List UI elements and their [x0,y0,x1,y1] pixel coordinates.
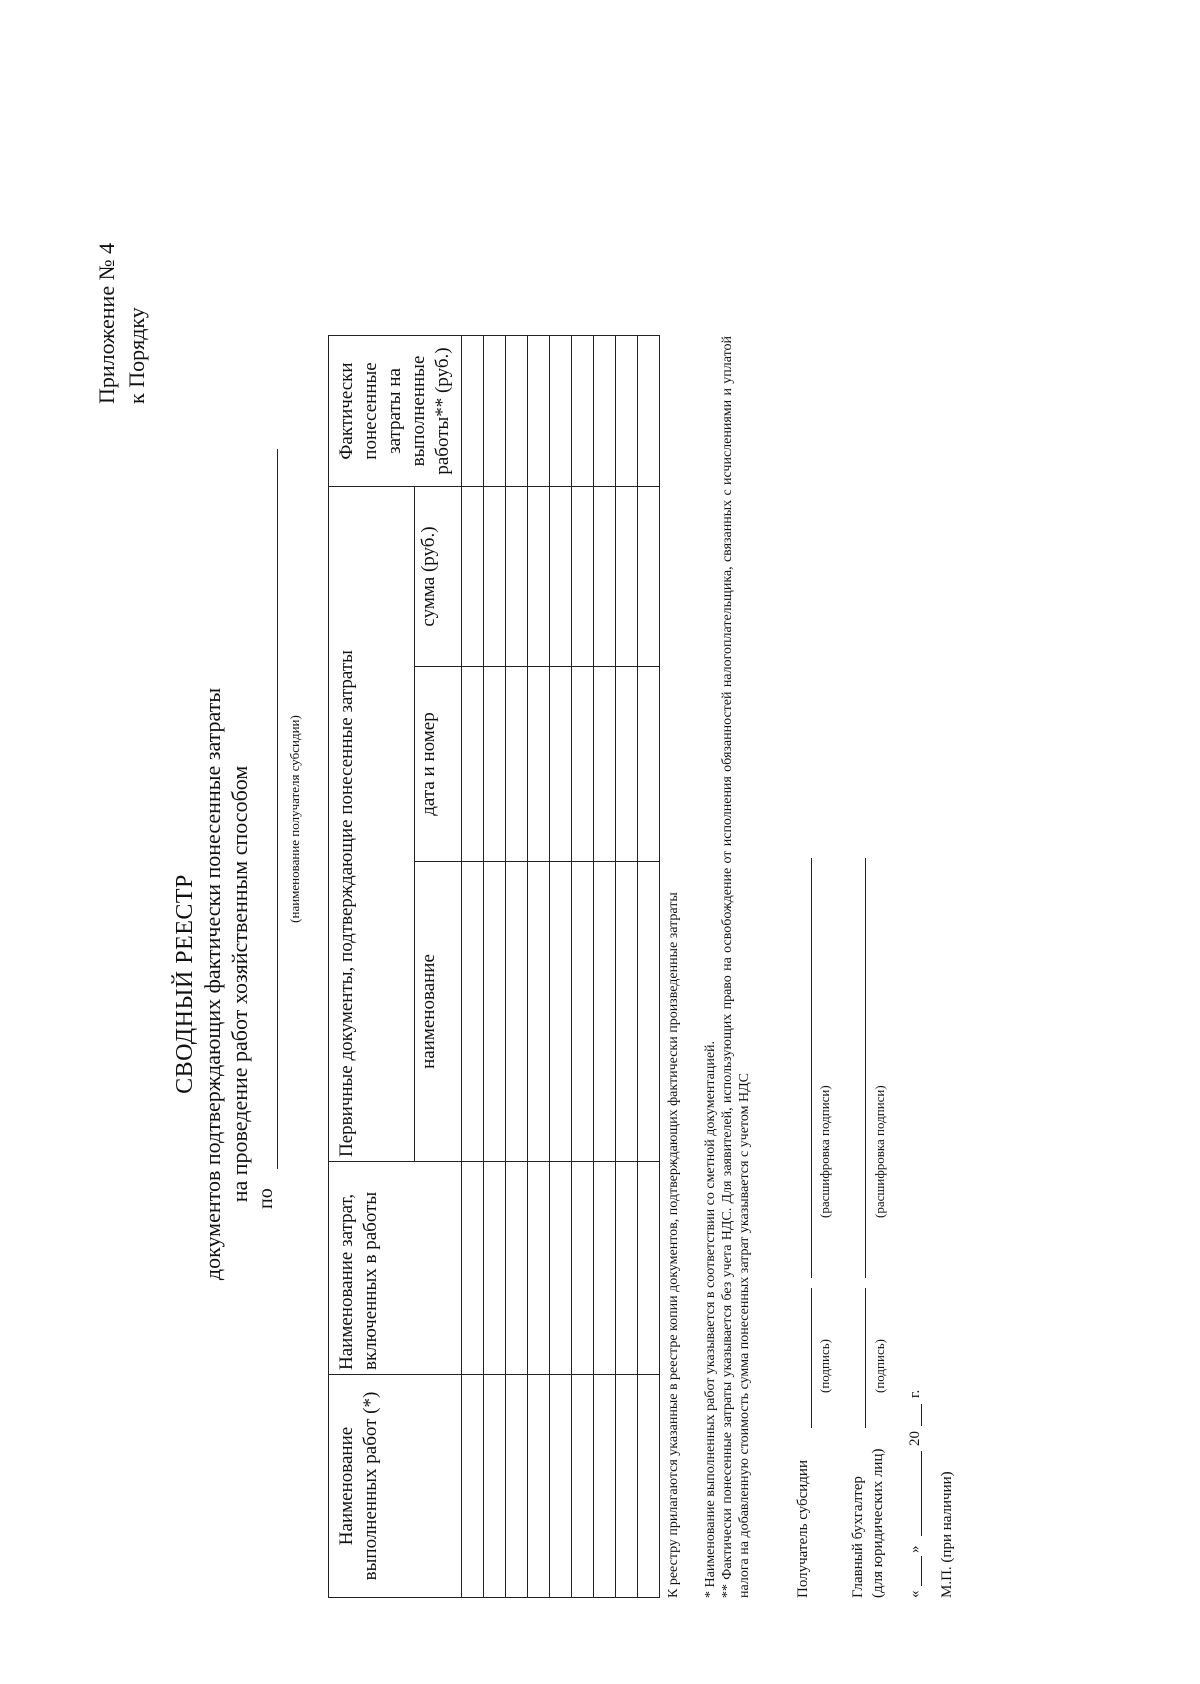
recipient-hint: (наименование получателя субсидии) [287,715,302,923]
table-cell[interactable] [462,487,484,667]
col-header-actual-costs: Фактически понесенные затраты на выполненные работы** (руб.) [329,336,462,487]
table-row [638,336,660,1598]
title-line-3: на проведение работ хозяйственным способом [227,765,252,1203]
recipient-sign-field[interactable] [811,1288,812,1428]
table-cell[interactable] [550,862,572,1162]
recipient-decode-hint: (расшифровка подписи) [817,1085,832,1218]
appendix-reference [92,144,152,404]
table-cell[interactable] [506,487,528,667]
table-cell[interactable] [572,1162,594,1375]
accountant-decode-field[interactable] [865,858,866,1278]
accountant-sign-field[interactable] [865,1288,866,1428]
table-cell[interactable] [616,862,638,1162]
table-cell[interactable] [572,336,594,487]
document-title [172,434,253,1534]
table-cell[interactable] [550,667,572,862]
table-cell[interactable] [616,487,638,667]
footnotes [665,336,753,1598]
date-month-field[interactable] [921,1451,922,1536]
table-cell[interactable] [484,862,506,1162]
accountant-decode-hint: (расшифровка подписи) [872,1085,887,1218]
col-header-primary-docs: Первичные документы, подтверждающие понесенные затраты [329,487,415,1162]
table-cell[interactable] [528,667,550,862]
table-cell[interactable] [528,487,550,667]
table-row [550,336,572,1598]
recipient-line [255,429,278,1209]
table-cell[interactable] [528,336,550,487]
subheader-name: наименование [414,862,461,1162]
table-row [572,336,594,1598]
table-cell[interactable] [638,667,660,862]
table-cell[interactable] [550,336,572,487]
table-row [528,336,550,1598]
table-cell[interactable] [594,1162,616,1375]
table-cell[interactable] [484,667,506,862]
table-cell[interactable] [484,1162,506,1375]
signature-block [795,698,965,1598]
table-cell[interactable] [594,1375,616,1598]
table-body [462,336,660,1598]
table-cell[interactable] [572,667,594,862]
table-cell[interactable] [616,667,638,862]
register-table [328,335,660,1598]
table-cell[interactable] [506,862,528,1162]
table-cell[interactable] [594,862,616,1162]
table-cell[interactable] [462,336,484,487]
footnote-1: * Наименование выполненных работ указывается в соответствии со сметной документацией. [703,1040,718,1598]
table-cell[interactable] [528,1375,550,1598]
date-open-quote: « [907,1590,923,1598]
table-cell[interactable] [550,487,572,667]
table-cell[interactable] [550,1375,572,1598]
title-line-2: документов подтверждающих фактически понесенные затраты [200,687,225,1281]
table-cell[interactable] [616,1162,638,1375]
col-header-works: Наименование выполненных работ (*) [329,1375,462,1598]
accountant-label: Главный бухгалтер [850,1476,866,1598]
table-cell[interactable] [594,667,616,862]
table-cell[interactable] [484,336,506,487]
table-cell[interactable] [462,1375,484,1598]
po-label: по [255,1188,277,1209]
table-cell[interactable] [462,862,484,1162]
table-cell[interactable] [638,1375,660,1598]
date-year-suffix: г. [907,1389,923,1398]
table-cell[interactable] [484,487,506,667]
table-cell[interactable] [572,1375,594,1598]
table-row [594,336,616,1598]
footnote-2: ** Фактически понесенные затраты указывается без учета НДС. Для заявителей, использующих право на освобождение от исполнения обязанностей налогоплательщика, связанных с исчислениями и уплатой налога на добавленную стоимость сумма понесенных затрат указывается с учетом НДС [720,336,752,1598]
date-close-quote: » [907,1545,923,1553]
table-row [506,336,528,1598]
date-year-field[interactable] [921,1404,922,1426]
title-main: СВОДНЫЙ РЕЕСТР [172,874,198,1094]
table-header-row [329,336,415,1598]
table-cell[interactable] [616,336,638,487]
table-cell[interactable] [528,862,550,1162]
table-cell[interactable] [638,487,660,667]
table-cell[interactable] [638,1162,660,1375]
subheader-sum: сумма (руб.) [414,487,461,667]
table-cell[interactable] [462,667,484,862]
table-cell[interactable] [594,336,616,487]
table-cell[interactable] [594,487,616,667]
recipient-sign-hint: (подпись) [817,1339,832,1393]
table-row [462,336,484,1598]
table-cell[interactable] [506,667,528,862]
table-cell[interactable] [572,862,594,1162]
table-cell[interactable] [484,1375,506,1598]
table-cell[interactable] [616,1375,638,1598]
appendix-number: Приложение № 4 [94,242,119,404]
stamp-label: М.П. (при наличии) [939,1471,955,1598]
table-cell[interactable] [528,1162,550,1375]
table-row [484,336,506,1598]
accountant-sublabel: (для юридических лиц) [870,1448,886,1598]
table-cell[interactable] [572,487,594,667]
table-cell[interactable] [506,1375,528,1598]
subheader-date-number: дата и номер [414,667,461,862]
appendix-order: к Порядку [124,307,149,404]
table-cell[interactable] [638,862,660,1162]
date-day-field[interactable] [921,1556,922,1586]
table-row [616,336,638,1598]
table-cell[interactable] [462,1162,484,1375]
table-cell[interactable] [638,336,660,487]
date-year-prefix: 20 [907,1431,923,1446]
attachment-note: К реестру прилагаются указанные в реестре копии документов, подтверждающих фактически произведенные затраты [666,892,681,1598]
recipient-label: Получатель субсидии [795,1460,811,1598]
col-header-costs: Наименование затрат, включенных в работы [329,1162,462,1375]
recipient-decode-field[interactable] [811,858,812,1278]
table-cell[interactable] [550,1162,572,1375]
table-cell[interactable] [506,1162,528,1375]
recipient-name-field[interactable] [277,449,278,1169]
table-cell[interactable] [506,336,528,487]
accountant-sign-hint: (подпись) [872,1339,887,1393]
